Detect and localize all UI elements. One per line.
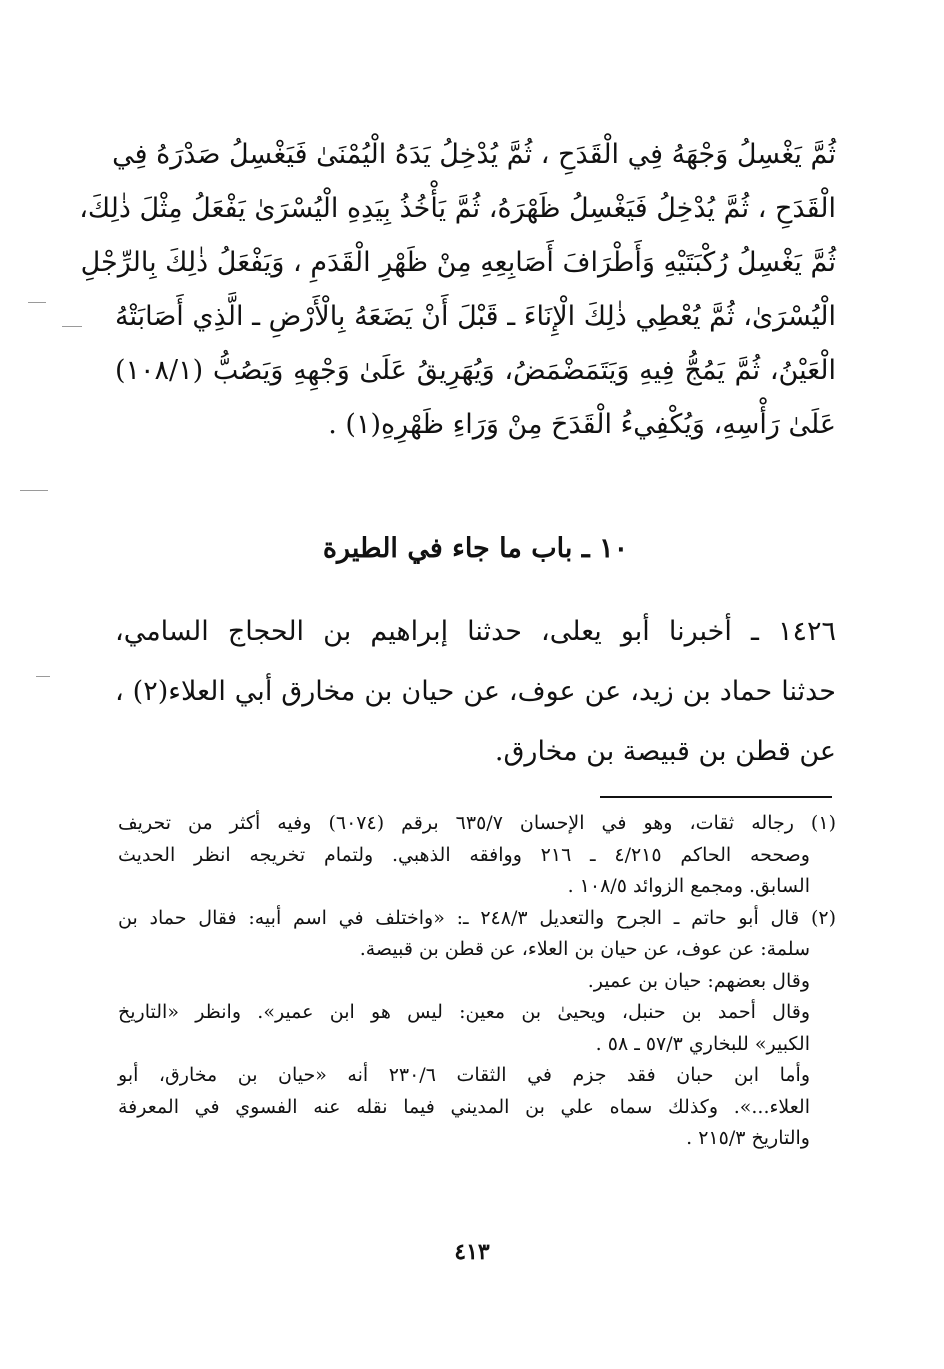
footnote-line: العلاء...». وكذلك سماه علي بن المديني فيما نقله عنه الفسوي في المعرفة <box>118 1095 810 1118</box>
hadith-line: عن قطن بن قبيصة بن مخارق. <box>494 736 836 767</box>
section-heading: ١٠ ـ باب ما جاء في الطيرة <box>322 533 629 564</box>
footnote-line: الكبير» للبخاري ٥٧/٣ ـ ٥٨ . <box>595 1032 810 1055</box>
footnote-line: (٢) قال أبو حاتم ـ الجرح والتعديل ٢٤٨/٣ ـ: «واختلف في اسم أبيه: فقال حماد بن <box>118 906 837 929</box>
footnote-line: (١) رجاله ثقات، وهو في الإحسان ٦٣٥/٧ برقم (٦٠٧٤) وفيه أكثر من تحريف <box>118 812 836 834</box>
hadith-line: حدثنا حماد بن زيد، عن عوف، عن حيان بن مخارق أبي العلاء(٢) ، <box>115 676 836 707</box>
footnote-line: وصححه الحاكم ٤/٢١٥ ـ ٢١٦ ووافقه الذهبي. ولتمام تخريجه انظر الحديث <box>118 843 810 866</box>
scan-mark <box>36 676 50 677</box>
hadith-line: ١٤٢٦ ـ أخبرنا أبو يعلى، حدثنا إبراهيم بن الحجاج السامي، <box>115 616 836 647</box>
main-text-line: الْعَيْنُ، ثُمَّ يَمُجُّ فِيهِ وَيَتَمَضْمَضُ، وَيُهَرِيقُ عَلَىٰ وَجْهِهِ وَيَصُبُّ (١٠٨/١) <box>115 355 836 386</box>
footnote-line: السابق. ومجمع الزوائد ١٠٨/٥ . <box>567 875 810 897</box>
main-text-line: عَلَىٰ رَأْسِهِ، وَيُكْفِيءُ الْقَدَحَ مِنْ وَرَاءِ ظَهْرِهِ(١) . <box>328 409 836 440</box>
footnote-line: وقال أحمد بن حنبل، ويحيىٰ بن معين: ليس هو ابن عمير». وانظر «التاريخ <box>118 1001 810 1023</box>
main-text-line: ثُمَّ يَغْسِلُ وَجْهَهُ فِي الْقَدَحِ ، ثُمَّ يُدْخِلُ يَدَهُ الْيُمْنَىٰ فَيَغْسِلُ صَدْرَهُ فِي <box>112 139 836 170</box>
main-text-line: ثُمَّ يَغْسِلُ رُكْبَتَيْهِ وَأَطْرَافَ أَصَابِعِهِ مِنْ ظَهْرِ الْقَدَمِ ، وَيَفْعَلُ ذٰلِكَ بِالرِّجْلِ <box>80 247 836 278</box>
page-number: ٤١٣ <box>454 1239 490 1265</box>
scan-mark <box>62 326 82 327</box>
footnote-line: وقال بعضهم: حيان بن عمير. <box>587 969 810 992</box>
main-text-line: الْقَدَحِ ، ثُمَّ يُدْخِلُ فَيَغْسِلُ ظَهْرَهُ، ثُمَّ يَأْخُذُ بِيَدِهِ الْيُسْرَىٰ يَفْعَلُ مِثْلَ ذٰلِكَ، <box>79 193 836 224</box>
scan-mark <box>28 302 46 303</box>
main-text-block <box>79 128 836 452</box>
hadith-text-block <box>115 602 836 782</box>
footnote-line: سلمة: عن عوف، عن حيان بن العلاء، عن قطن بن قبيصة. <box>359 938 810 960</box>
footnote-separator <box>600 796 832 798</box>
footnote-line: والتاريخ ٢١٥/٣ . <box>686 1127 810 1149</box>
footnotes-block <box>118 808 836 1155</box>
main-text-line: الْيُسْرَىٰ، ثُمَّ يُعْطِي ذٰلِكَ الْإِنَاءَ ـ قَبْلَ أَنْ يَضَعَهُ بِالْأَرْضِ ـ الَّذِي أَصَابَتْهُ <box>115 301 836 332</box>
scan-mark <box>20 490 48 491</box>
footnote-line: وأما ابن حبان فقد جزم في الثقات ٢٣٠/٦ أنه «حيان بن مخارق، أبو <box>118 1064 810 1086</box>
